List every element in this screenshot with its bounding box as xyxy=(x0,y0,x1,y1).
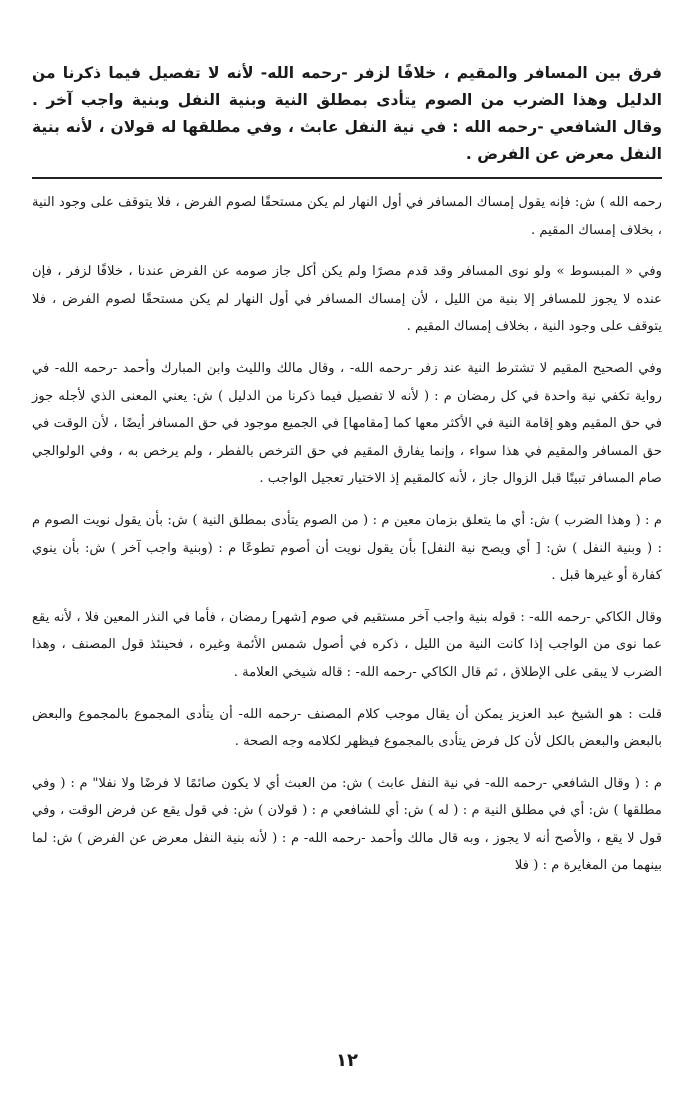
commentary-paragraph-4: م : ( وهذا الضرب ) ش: أي ما يتعلق بزمان معين م : ( من الصوم يتأدى بمطلق النية ) ش: بأن يقول نويت الصوم م : ( وبنية النفل ) ش: [ أي ويصح نية النفل] بأن يقول نويت أن أصوم تطوعًا م : (وبنية واجب آخر ) ش: بأن ينوي كفارة أو غيرها قبل . xyxy=(32,512,662,584)
separator-line xyxy=(32,177,662,179)
commentary-paragraph-2: وفي « المبسوط » ولو نوى المسافر وقد قدم مصرًا ولم يكن أكل جاز صومه عن الفرض عندنا ، خلافًا لزفر ، فإن عنده لا يجوز للمسافر إلا بنية من الليل ، لأن إمساك المسافر في أول النهار لم يكن مستحقًا لصوم الفرض ، فلا يتوقف على وجود النية ، بخلاف إمساك المقيم . xyxy=(32,264,662,335)
commentary-paragraph-3: وفي الصحيح المقيم لا تشترط النية عند زفر -رحمه الله- ، وقال مالك والليث وابن المبارك وأحمد -رحمه الله- في رواية تكفي نية واحدة في كل رمضان م : ( لأنه لا تفصيل فيما ذكرنا من الدليل ) ش: يعني المعنى الذي لأجله جوز في حق المقيم وهو إقامة النية في الأكثر معها كما [مقامها] في الجميع موجود في حق المسافر أيضًا ، لأن الوقت في حق المسافر والمقيم في هذا سواء ، وإنما يفارق المقيم في حق الترخص بالفطر ، ولم يرخص به ، وفي الولوالجي صام المسافر تبيتًا قبل الزوال جاز ، لأنه كالمقيم إذ الاختيار تعجيل الواجب . xyxy=(32,360,662,487)
commentary-paragraph-1: رحمه الله ) ش: فإنه يقول إمساك المسافر في أول النهار لم يكن مستحقًا لصوم الفرض ، فلا يتوقف على وجود النية ، بخلاف إمساك المقيم . xyxy=(32,195,662,238)
main-text-paragraph: فرق بين المسافر والمقيم ، خلافًا لزفر -رحمه الله- لأنه لا تفصيل فيما ذكرنا من الدليل وهذا الضرب من الصوم يتأدى بمطلق النية وبنية النفل وبنية واجب آخر . وقال الشافعي -رحمه الله : في نية النفل عابث ، وفي مطلقها له قولان ، لأنه بنية النفل معرض عن الفرض . xyxy=(32,64,662,163)
commentary-paragraph-5: وقال الكاكي -رحمه الله- : قوله بنية واجب آخر مستقيم في صوم [شهر] رمضان ، فأما في النذر المعين فلا ، لأنه يقع عما نوى من الواجب إذا كانت النية من الليل ، ذكره في أصول شمس الأئمة وغيره ، فحينئذ قول المصنف ، وهذا الضرب لا يبقى على الإطلاق ، ثم قال الكاكي -رحمه الله- : قاله شيخي العلامة . xyxy=(32,609,662,680)
commentary-paragraph-6: قلت : هو الشيخ عبد العزيز يمكن أن يقال موجب كلام المصنف -رحمه الله- أن يتأدى المجموع بالمجموع والبعض بالبعض والبعض بالكل لأن كل فرض يتأدى بالمجموع فيظهر لكلامه وجه الصحة . xyxy=(32,706,662,750)
commentary-paragraph-7: م : ( وقال الشافعي -رحمه الله- في نية النفل عابث ) ش: من العبث أي لا يكون صائمًا لا فرضًا ولا نفلا" م : ( وفي مطلقها ) ش: أي في مطلق النية م : ( له ) ش: أي للشافعي م : ( قولان ) ش: في قول يقع عن فرض الوقت ، وفي قول لا يقع ، والأصح أنه لا يجوز ، وبه قال مالك وأحمد -رحمه الله- م : ( لأنه بنية النفل معرض عن الفرض ) ش: لما بينهما من المغايرة م : ( فلا xyxy=(32,775,662,874)
page-number: ١٢ xyxy=(336,1050,358,1071)
main-text-block xyxy=(32,60,662,168)
commentary-block xyxy=(32,189,662,880)
